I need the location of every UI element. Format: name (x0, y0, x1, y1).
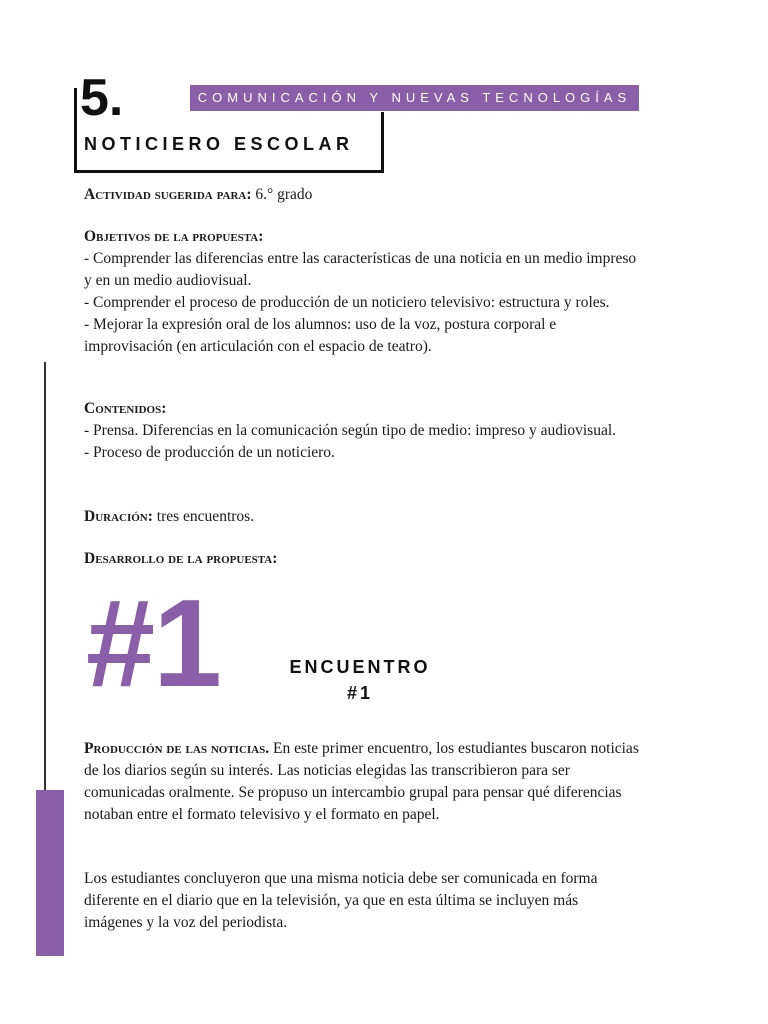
paragraph-text: En este primer encuentro, los estudiantes buscaron noticias de los diarios según su interés. Las noticias elegidas las transcribieron para ser comunicadas oralmente. Se propuso un intercambio grupal para pensar qué diferencias notaban entre el formato televisivo y el formato en papel. (84, 740, 639, 823)
duration-value: tres encuentros. (156, 508, 255, 525)
title-frame-bottom (74, 170, 384, 173)
duration-label: Duración: (84, 508, 153, 525)
activity-value: 6.° grado (255, 186, 313, 203)
encounter-title (280, 654, 440, 706)
encounter-title-line2: #1 (346, 683, 374, 703)
left-margin-line (44, 362, 46, 792)
title-frame-left (74, 88, 77, 173)
page-title: NOTICIERO ESCOLAR (84, 134, 354, 154)
objectives-heading: Objetivos de la propuesta: (84, 228, 264, 245)
activity-line (84, 184, 640, 206)
encounter-paragraph-2: Los estudiantes concluyeron que una misma noticia debe ser comunicada en forma diferente en el diario que en la televisión, ya que en esta última se incluyen más imágenes y la voz del periodista. (84, 870, 598, 931)
chapter-number: 5. (80, 69, 124, 127)
paragraph-lead: Producción de las noticias. (84, 740, 270, 757)
title-frame-right (381, 112, 384, 173)
activity-label: Actividad sugerida para: (84, 186, 252, 203)
section-band-label: COMUNICACIÓN Y NUEVAS TECNOLOGÍAS (197, 90, 632, 105)
objectives-section (84, 226, 640, 358)
contents-item: - Proceso de producción de un noticiero. (84, 444, 335, 461)
objective-item: - Mejorar la expresión oral de los alumnos: uso de la voz, postura corporal e improvisación (en articulación con el espacio de teatro). (84, 316, 557, 355)
contents-section (84, 398, 640, 464)
development-heading: Desarrollo de la propuesta: (84, 550, 278, 567)
left-accent-bar (36, 790, 64, 956)
encounter-big-number: #1 (86, 575, 220, 713)
encounter-title-line1: ENCUENTRO (289, 657, 431, 677)
contents-item: - Prensa. Diferencias en la comunicación según tipo de medio: impreso y audiovisual. (84, 422, 617, 439)
objective-item: - Comprender las diferencias entre las características de una noticia en un medio impreso y en un medio audiovisual. (84, 250, 637, 289)
contents-heading: Contenidos: (84, 400, 167, 417)
objective-item: - Comprender el proceso de producción de un noticiero televisivo: estructura y roles. (84, 294, 610, 311)
encounter-paragraph-1 (84, 738, 640, 826)
duration-line (84, 506, 640, 528)
